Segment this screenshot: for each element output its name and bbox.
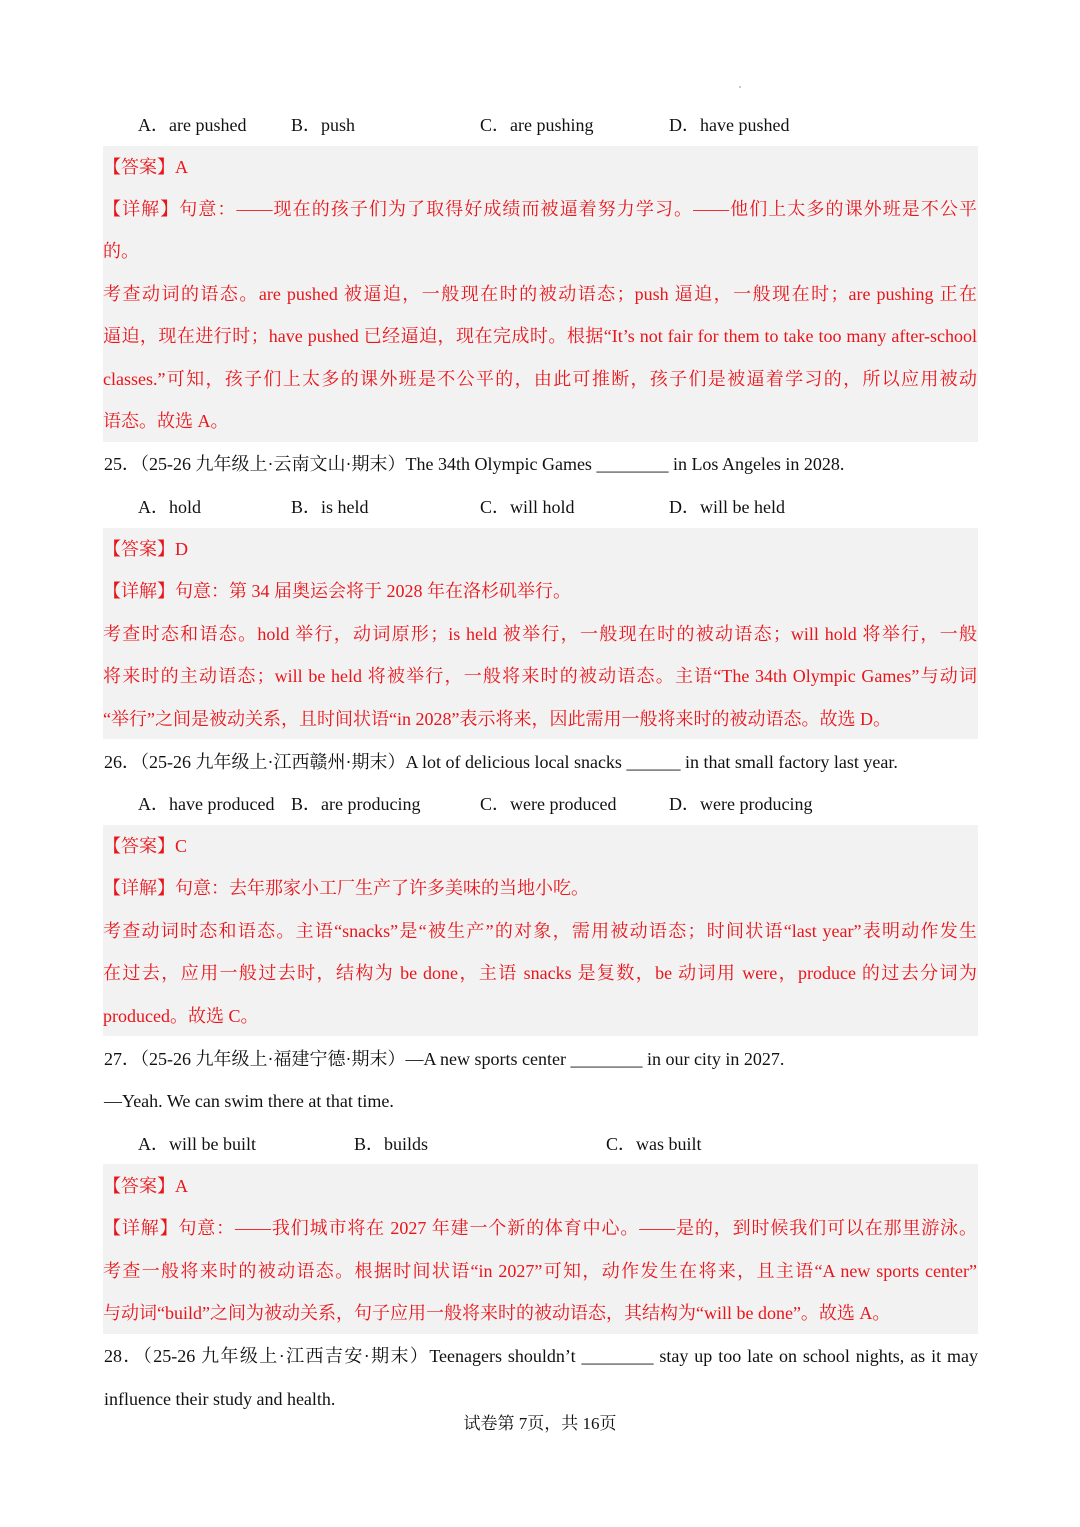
q25-option-d: D．will be held (669, 497, 785, 517)
q25-stem: 25．（25-26 九年级上·云南文山·期末）The 34th Olympic Games ________ in Los Angeles in 2028. (104, 454, 845, 474)
q25-option-b: B．is held (291, 497, 369, 517)
q25-analysis-3: “举行”之间是被动关系，且时间状语“in 2028”表示将来，因此需用一般将来时的被动语态。故选 D。 (103, 709, 891, 729)
q24-detail: 【详解】句意：——现在的孩子们为了取得好成绩而被逼着努力学习。——他们上太多的课外班是不公平 (103, 199, 977, 219)
q26-analysis-3: produced。故选 C。 (103, 1006, 259, 1026)
q26-detail: 【详解】句意：去年那家小工厂生产了许多美味的当地小吃。 (103, 878, 589, 898)
q24-analysis-1: 考查动词的语态。are pushed 被逼迫，一般现在时的被动语态；push 逼迫，一般现在时；are pushing 正在 (103, 284, 977, 304)
q24-analysis-2: 逼迫，现在进行时；have pushed 已经逼迫，现在完成时。根据“It’s not fair for them to take too many after-school (103, 326, 977, 346)
q26-analysis-2: 在过去，应用一般过去时，结构为 be done，主语 snacks 是复数，be 动词用 were，produce 的过去分词为 (103, 963, 977, 983)
q26-answer-box (103, 825, 978, 1036)
q24-analysis-3: classes.”可知，孩子们上太多的课外班是不公平的，由此可推断，孩子们是被逼着学习的，所以应用被动 (103, 369, 977, 389)
q26-option-a: A．have produced (138, 794, 275, 814)
q24-detail-cont: 的。 (103, 241, 139, 261)
q28-stem: 28．（25-26 九年级上·江西吉安·期末）Teenagers shouldn’t ________ stay up too late on school nights, as it may (104, 1346, 978, 1366)
q25-options (104, 495, 978, 519)
q26-option-d: D．were producing (669, 794, 813, 814)
q26-option-c: C．were produced (480, 794, 617, 814)
q27-detail: 【详解】句意：——我们城市将在 2027 年建一个新的体育中心。——是的，到时候我们可以在那里游泳。 (103, 1218, 977, 1238)
q26-answer: 【答案】C (103, 836, 188, 856)
q24-options (104, 113, 978, 137)
q24-option-b: B．push (291, 115, 356, 135)
q25-option-c: C．will hold (480, 497, 575, 517)
q27-answer: 【答案】A (103, 1176, 188, 1196)
q27-analysis-1: 考查一般将来时的被动语态。根据时间状语“in 2027”可知，动作发生在将来，且主语“A new sports center” (103, 1261, 977, 1281)
q25-detail: 【详解】句意：第 34 届奥运会将于 2028 年在洛杉矶举行。 (103, 581, 571, 601)
scan-speck (739, 86, 741, 88)
q24-answer-box (103, 146, 978, 442)
q27-option-b: B．builds (354, 1134, 429, 1154)
q26-options (104, 792, 978, 816)
q28-stem-cont: influence their study and health. (104, 1389, 336, 1409)
q24-option-c: C．are pushing (480, 115, 594, 135)
q27-option-a: A．will be built (138, 1134, 256, 1154)
q25-answer-box (103, 528, 978, 739)
q27-options (104, 1132, 978, 1156)
q24-analysis-4: 语态。故选 A。 (103, 411, 229, 431)
q27-analysis-2: 与动词“build”之间为被动关系，句子应用一般将来时的被动语态，其结构为“will be done”。故选 A。 (103, 1303, 891, 1323)
q27-option-c: C．was built (606, 1134, 702, 1154)
q27-reply: —Yeah. We can swim there at that time. (104, 1091, 394, 1111)
q25-answer: 【答案】D (103, 539, 188, 559)
q24-option-d: D．have pushed (669, 115, 790, 135)
q27-answer-box (103, 1164, 978, 1334)
q25-analysis-1: 考查时态和语态。hold 举行，动词原形；is held 被举行，一般现在时的被动语态；will hold 将举行，一般 (103, 624, 977, 644)
page-footer: 试卷第 7页，共 16页 (463, 1414, 617, 1433)
q25-option-a: A．hold (138, 497, 201, 517)
q24-option-a: A．are pushed (138, 115, 247, 135)
q26-stem: 26．（25-26 九年级上·江西赣州·期末）A lot of delicious local snacks ______ in that small factory last year. (104, 752, 898, 772)
q27-stem: 27．（25-26 九年级上·福建宁德·期末）—A new sports center ________ in our city in 2027. (104, 1049, 785, 1069)
q24-answer: 【答案】A (103, 157, 188, 177)
q26-analysis-1: 考查动词时态和语态。主语“snacks”是“被生产”的对象，需用被动语态；时间状语“last year”表明动作发生 (103, 921, 977, 941)
q26-option-b: B．are producing (291, 794, 421, 814)
q25-analysis-2: 将来时的主动语态；will be held 将被举行，一般将来时的被动语态。主语“The 34th Olympic Games”与动词 (103, 666, 977, 686)
